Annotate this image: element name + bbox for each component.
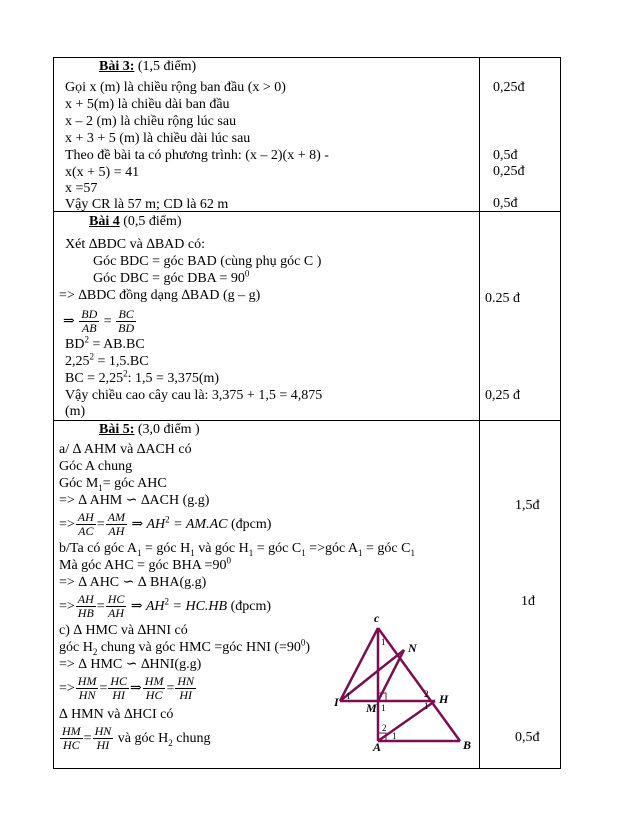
bai4-line-6 [65, 334, 145, 353]
bai4-frac-2 [116, 308, 136, 335]
bai4-score-2: 0,25 đ [485, 388, 520, 403]
frac-den: HN [78, 688, 96, 703]
bai3-line-1: Gọi x (m) là chiều rộng ban đầu (x > 0) [65, 80, 286, 95]
frac-den: AC [78, 524, 94, 539]
bai5-a5-note: (đpcm) [227, 517, 272, 532]
c2-sup: 0 [300, 637, 306, 648]
b2-sup: 0 [226, 555, 231, 566]
bai5-points: (3,0 điểm ) [134, 422, 200, 437]
b1-d: = góc C [253, 541, 302, 556]
bai3-score-2: 0,5đ [493, 148, 518, 163]
b4-frac-2 [106, 593, 127, 620]
b4-sup: 2 [164, 596, 170, 607]
frac-num: HM [77, 674, 97, 689]
b4-pre: => [59, 599, 75, 614]
b4-frac-1 [76, 593, 96, 620]
bai5-a-line-4: => ∆ AHM ∽ ∆ACH (g.g) [59, 493, 210, 508]
bai5-a5-pre: => [59, 517, 75, 532]
c4-frac-4 [175, 675, 196, 702]
bai3-line-6: x(x + 5) = 41 [65, 165, 140, 180]
c4-pre: => [59, 681, 75, 696]
c2-c: ) [305, 640, 311, 655]
angle-mark: 2 [382, 723, 387, 733]
bai5-a3-b: = góc AHC [102, 476, 167, 491]
bai4-line-2: Góc BDC = góc BAD (cùng phụ góc C ) [93, 254, 322, 269]
frac-den: AB [81, 321, 97, 336]
answer-sheet [53, 57, 561, 769]
geometry-figure [334, 609, 518, 754]
bai4-line-6-a: BD [65, 337, 85, 352]
frac-num: HC [110, 674, 128, 689]
angle-mark: 1 [346, 691, 351, 701]
bai5-score-3: 0,5đ [515, 730, 540, 745]
bai3-line-4: x + 3 + 5 (m) là chiều dài lúc sau [65, 131, 251, 146]
bai4-line-6-b: = AB.BC [88, 337, 145, 352]
bai5-b-line-1 [59, 541, 415, 557]
label-a: A [373, 740, 382, 754]
angle-mark: 1 [381, 637, 386, 647]
c2-a: góc H [59, 640, 93, 655]
b1-a: b/Ta có góc A [59, 541, 137, 556]
frac-den: HI [179, 688, 193, 703]
frac-den: AH [108, 606, 125, 621]
bai5-a5-frac-2 [106, 511, 127, 538]
bai4-title: Bài 4 [89, 214, 120, 229]
b1-s2: 1 [190, 547, 195, 558]
frac-num: BD [81, 307, 98, 322]
frac-num: HM [62, 724, 81, 739]
b1-b: = góc H [141, 541, 191, 556]
bai5-a3-a: Góc M [59, 476, 99, 491]
bai4-line-3-sup: 0 [244, 268, 250, 279]
angle-mark: 1 [381, 703, 386, 713]
bai5-a-line-1: a/ ∆ AHM và ∆ACH có [59, 442, 192, 457]
frac-num: AM [107, 510, 126, 525]
bai4-line-8-a: BC = 2,25 [65, 371, 124, 386]
bai5-c-ratio: => $\frac{HM}{HN}$ = $\frac{HC}{HI}$ ⇒ $\frac{HM}{HC}$ = $\frac{HN}{HI}$ [59, 674, 195, 703]
bai5-a-line-2: Góc A chung [59, 459, 133, 474]
bai4-line-6-sup: 2 [84, 334, 89, 345]
row-divider-2 [53, 420, 561, 421]
bai3-line-8: Vậy CR là 57 m; CD là 62 m [65, 197, 229, 212]
bai3-score-1: 0,25đ [493, 80, 525, 95]
frac-num: HM [144, 674, 164, 689]
label-m: M [366, 701, 377, 715]
frac-den: AH [108, 524, 125, 539]
bai5-c-line-2 [59, 637, 311, 657]
frac-den: HI [96, 738, 110, 753]
c6-sub: 2 [168, 737, 173, 748]
bai4-line-8 [65, 368, 220, 387]
frac-num: AH [77, 592, 94, 607]
bai5-a5-frac-1 [76, 511, 96, 538]
bai5-c-line-3: => ∆ HMC ∽ ∆HNI(g.g) [59, 657, 202, 672]
label-c: c [374, 611, 380, 625]
bai5-b-ratio: => $\frac{AH}{HB}$ = $\frac{HC}{AH}$ ⇒ $AH^2 = HC.HB$ (đpcm) [59, 592, 272, 621]
frac-den: HI [112, 688, 126, 703]
label-b: B [463, 738, 472, 752]
b1-e: =>góc A [305, 541, 359, 556]
bai3-points: (1,5 điểm) [134, 59, 197, 74]
frac-num: BC [118, 307, 134, 322]
bai4-ratio [63, 307, 137, 337]
label-n: N [408, 641, 417, 655]
c4-frac-2 [108, 675, 129, 702]
frac-num: HN [177, 674, 195, 689]
bai5-score-1: 1,5đ [515, 498, 540, 513]
b1-s6: 1 [410, 547, 415, 558]
bai4-score-1: 0.25 đ [485, 291, 520, 306]
bai5-a3-sub: 1 [98, 482, 103, 493]
label-h: H [439, 692, 449, 706]
bai4-line-3-text: Góc DBC = góc DBA = 90 [93, 271, 245, 286]
b4-end: = HC.HB [169, 599, 228, 614]
bai4-heading [89, 214, 182, 230]
bai4-line-7-a: 2,25 [65, 354, 90, 369]
b1-s5: 1 [358, 547, 363, 558]
edge-cb [378, 628, 460, 741]
bai5-c-line-5: ∆ HMN và ∆HCI có [59, 707, 174, 722]
bai5-b-line-2 [59, 555, 231, 574]
bai4-line-3 [93, 268, 250, 287]
bai4-line-1: Xét ∆BDC và ∆BAD có: [65, 237, 206, 252]
bai3-line-7: x =57 [65, 181, 98, 196]
bai5-a5-sup: 2 [165, 514, 170, 525]
frac-den: BD [118, 321, 135, 336]
c6-frac-1 [60, 725, 83, 752]
frac-num: AH [77, 510, 94, 525]
bai5-a5-mid: ⇒ AH [131, 517, 166, 532]
bai3-title: Bài 3: [99, 59, 135, 74]
angle-mark: 1 [392, 731, 397, 741]
c4-frac-1 [76, 675, 99, 702]
bai4-line-8-sup: 2 [123, 368, 128, 379]
bai4-line-4: => ∆BDC đồng dạng ∆BAD (g – g) [59, 288, 261, 303]
c6-end: và góc H [117, 731, 169, 746]
b1-s3: 1 [248, 547, 254, 558]
b4-note: (đpcm) [227, 599, 272, 614]
bai4-eq: = [103, 314, 112, 329]
b4-mid: ⇒ AH [130, 599, 165, 614]
bai5-a5-end: = AM.AC [169, 517, 228, 532]
bai3-score-3: 0,25đ [493, 164, 525, 179]
bai3-line-3: x – 2 (m) là chiều rộng lúc sau [65, 114, 237, 129]
bai4-line-10: (m) [65, 404, 86, 419]
c4-arrow: ⇒ [130, 681, 142, 696]
c6-frac-2 [93, 725, 114, 752]
b2-a: Mà góc AHC = góc BHA =90 [59, 558, 227, 573]
bai4-line-8-b: : 1,5 = 3,375(m) [127, 371, 220, 386]
c4-frac-3 [143, 675, 166, 702]
bai4-line-7 [65, 351, 149, 370]
bai3-score-4: 0,5đ [493, 196, 518, 211]
bai4-frac-1 [79, 308, 99, 335]
bai4-line-7-sup: 2 [89, 351, 94, 362]
b1-s4: 1 [301, 547, 306, 558]
bai5-title: Bài 5: [99, 422, 135, 437]
b1-c: và góc H [194, 541, 249, 556]
bai5-a-line-3 [59, 476, 167, 492]
bai5-b-line-3: => ∆ AHC ∽ ∆ BHA(g.g) [59, 575, 207, 590]
label-i: I [334, 695, 339, 709]
bai5-heading [99, 422, 200, 438]
bai5-score-2: 1đ [521, 594, 535, 609]
angle-mark: 1 [424, 701, 429, 711]
c2-s1: 2 [92, 646, 98, 657]
c2-b: chung và góc HMC =góc HNI (=90 [97, 640, 301, 655]
frac-den: HC [145, 688, 163, 703]
bai3-heading [99, 59, 196, 75]
frac-den: HC [63, 738, 80, 753]
bai3-line-2: x + 5(m) là chiều dài ban đầu [65, 97, 230, 112]
bai4-line-9: Vậy chiều cao cây cau là: 3,375 + 1,5 = 4,875 [65, 388, 323, 403]
bai4-points: (0,5 điểm) [119, 214, 182, 229]
bai5-c-ratio-2: $\frac{HM}{HC}$ = $\frac{HN}{HI}$ và góc $H_2$ chung [62, 724, 211, 753]
frac-den: HB [77, 606, 94, 621]
bai4-line-7-b: = 1,5.BC [94, 354, 149, 369]
frac-num: HC [107, 592, 125, 607]
c6-end2: chung [172, 731, 211, 746]
bai5-a-ratio: => $\frac{AH}{AC}$ = $\frac{AM}{AH}$ ⇒ $AH^2 = AM.AC$ (đpcm) [59, 510, 272, 539]
b1-f: = góc C [362, 541, 411, 556]
bai3-line-5: Theo đề bài ta có phương trình: (x – 2)(x + 8) - [65, 148, 329, 163]
angle-mark: 2 [424, 689, 429, 699]
frac-num: HN [94, 724, 112, 739]
bai4-arrow: ⇒ [63, 314, 75, 329]
b1-s1: 1 [136, 547, 142, 558]
bai5-c-line-1: c) ∆ HMC và ∆HNI có [59, 623, 188, 638]
